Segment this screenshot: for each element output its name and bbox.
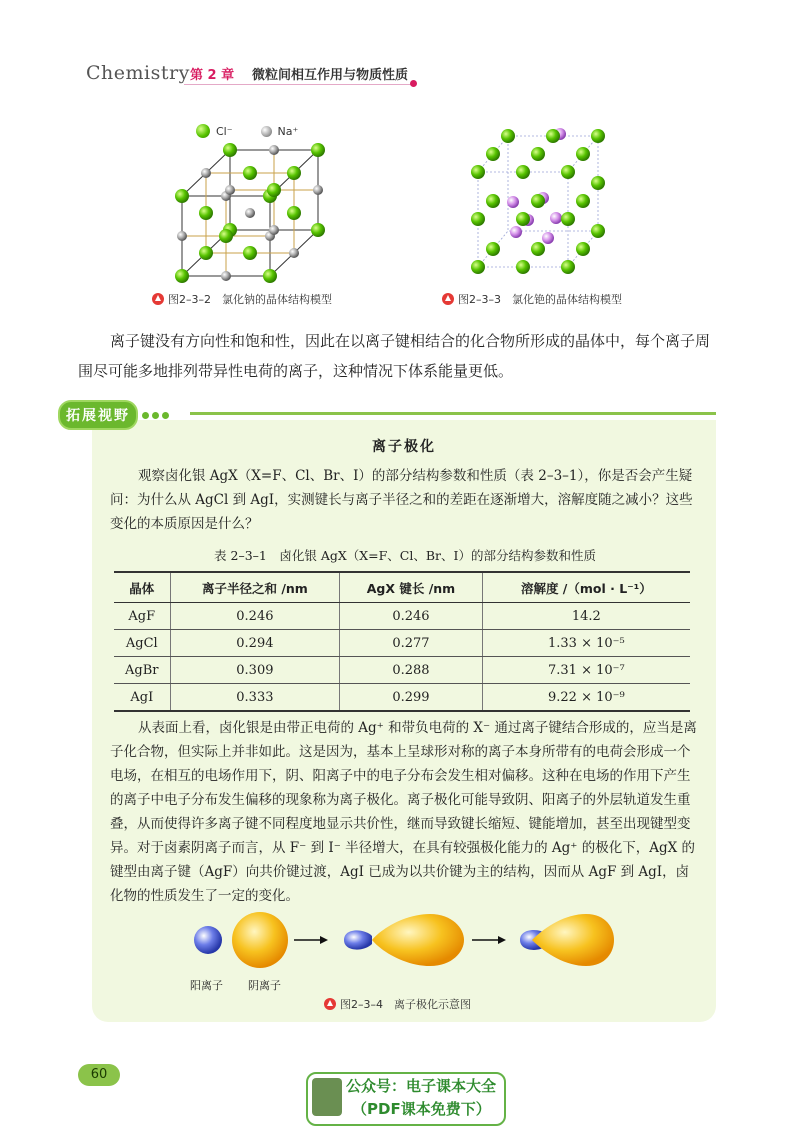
table-header: AgX 键长 /nm xyxy=(340,572,483,603)
figure-marker-icon xyxy=(442,293,454,305)
table-cell: 0.288 xyxy=(340,657,483,684)
sodium-ball-icon xyxy=(261,126,272,137)
table-cell: 0.333 xyxy=(170,684,340,712)
table-header: 溶解度 /（mol · L⁻¹） xyxy=(482,572,690,603)
book-icon xyxy=(312,1078,342,1116)
table-cell: 7.31 × 10⁻⁷ xyxy=(482,657,690,684)
table-cell: 0.294 xyxy=(170,630,340,657)
table-row xyxy=(114,630,690,657)
table-header-row xyxy=(114,572,690,603)
header-title: 微粒间相互作用与物质性质 xyxy=(252,68,409,83)
table-cell: 0.277 xyxy=(340,630,483,657)
figure-marker-icon xyxy=(152,293,164,305)
header-dot xyxy=(410,80,417,87)
table-cell: 1.33 × 10⁻⁵ xyxy=(482,630,690,657)
extension-dots xyxy=(142,412,169,419)
table-row xyxy=(114,603,690,630)
cscl-crystal-model xyxy=(468,122,608,282)
table-cell: 0.246 xyxy=(170,603,340,630)
table-cell: 14.2 xyxy=(482,603,690,630)
table-caption: 表 2–3–1 卤化银 AgX（X=F、Cl、Br、I）的部分结构参数和性质 xyxy=(214,548,596,563)
figure-caption-cscl xyxy=(442,291,622,307)
figure-caption-text: 图2–3–3 氯化铯的晶体结构模型 xyxy=(458,293,622,306)
legend-na: Na⁺ xyxy=(277,124,299,138)
figure-caption-text: 图2–3–2 氯化钠的晶体结构模型 xyxy=(168,293,332,306)
watermark-line1: 公众号：电子课本大全 xyxy=(346,1077,497,1095)
table-cell: AgF xyxy=(114,603,170,630)
header-chapter: 第 2 章 xyxy=(190,68,235,83)
page-number: 60 xyxy=(78,1064,120,1086)
header-brand: Chemistry xyxy=(86,62,190,84)
table-cell: AgI xyxy=(114,684,170,712)
table-cell: 0.299 xyxy=(340,684,483,712)
extension-tag-label: 拓展视野 xyxy=(58,400,138,430)
cation-label: 阳离子 xyxy=(190,979,223,992)
table-header: 离子半径之和 /nm xyxy=(170,572,340,603)
table-cell: 0.246 xyxy=(340,603,483,630)
table-row xyxy=(114,657,690,684)
legend-cl: Cl⁻ xyxy=(216,124,233,138)
body-paragraph: 离子键没有方向性和饱和性，因此在以离子键相结合的化合物所形成的晶体中，每个离子周围尽可能多地排列带异性电荷的离子，这种情况下体系能量更低。 xyxy=(78,332,711,380)
figure-marker-icon xyxy=(324,998,336,1010)
table-cell: AgBr xyxy=(114,657,170,684)
ion-polarization-diagram xyxy=(186,910,616,976)
figure-caption-text: 图2–3–4 离子极化示意图 xyxy=(340,998,471,1011)
header-rule xyxy=(184,84,412,85)
table-row xyxy=(114,684,690,712)
extension-tag xyxy=(58,402,169,428)
extension-intro: 观察卤化银 AgX（X=F、Cl、Br、I）的部分结构参数和性质（表 2–3–1），你是否会产生疑问：为什么从 AgCl 到 AgI，实测键长与离子半径之和的差距在逐渐增大，溶解度随之减小？这些变化的本质原因是什么？ xyxy=(110,468,693,532)
watermark-line2: （PDF课本免费下） xyxy=(352,1100,491,1118)
table-header: 晶体 xyxy=(114,572,170,603)
anion-label: 阴离子 xyxy=(248,979,281,992)
silver-halide-table xyxy=(114,571,690,712)
extension-rule xyxy=(190,412,716,415)
extension-title: 离子极化 xyxy=(372,439,436,455)
table-cell: 9.22 × 10⁻⁹ xyxy=(482,684,690,712)
extension-explanation: 从表面上看，卤化银是由带正电荷的 Ag⁺ 和带负电荷的 X⁻ 通过离子键结合形成的，应当是离子化合物，但实际上并非如此。这是因为，基本上呈球形对称的离子本身所带有的电荷会形成一个电场，在相互的电场作用下，阴、阳离子中的电子分布会发生相对偏移。这种在电场的作用下产生的离子中电子分布发生偏移的现象称为离子极化。离子极化可能导致阴、阳离子的外层轨道发生重叠，从而使得许多离子键不同程度地显示共价性，继而导致键长缩短、键能增加，甚至出现键型变异。对于卤素阴离子而言，从 F⁻ 到 I⁻ 半径增大，在具有较强极化能力的 Ag⁺ 的极化下，AgX 的键型由离子键（AgF）向共价键过渡，AgI 已成为以共价键为主的结构，因而从 AgF 到 AgI，卤化物的性质发生了一定的变化。 xyxy=(110,720,697,904)
figure-caption-nacl xyxy=(152,291,332,307)
figure-caption-polarization xyxy=(324,996,471,1012)
table-cell: AgCl xyxy=(114,630,170,657)
nacl-crystal-model xyxy=(170,136,330,286)
table-cell: 0.309 xyxy=(170,657,340,684)
